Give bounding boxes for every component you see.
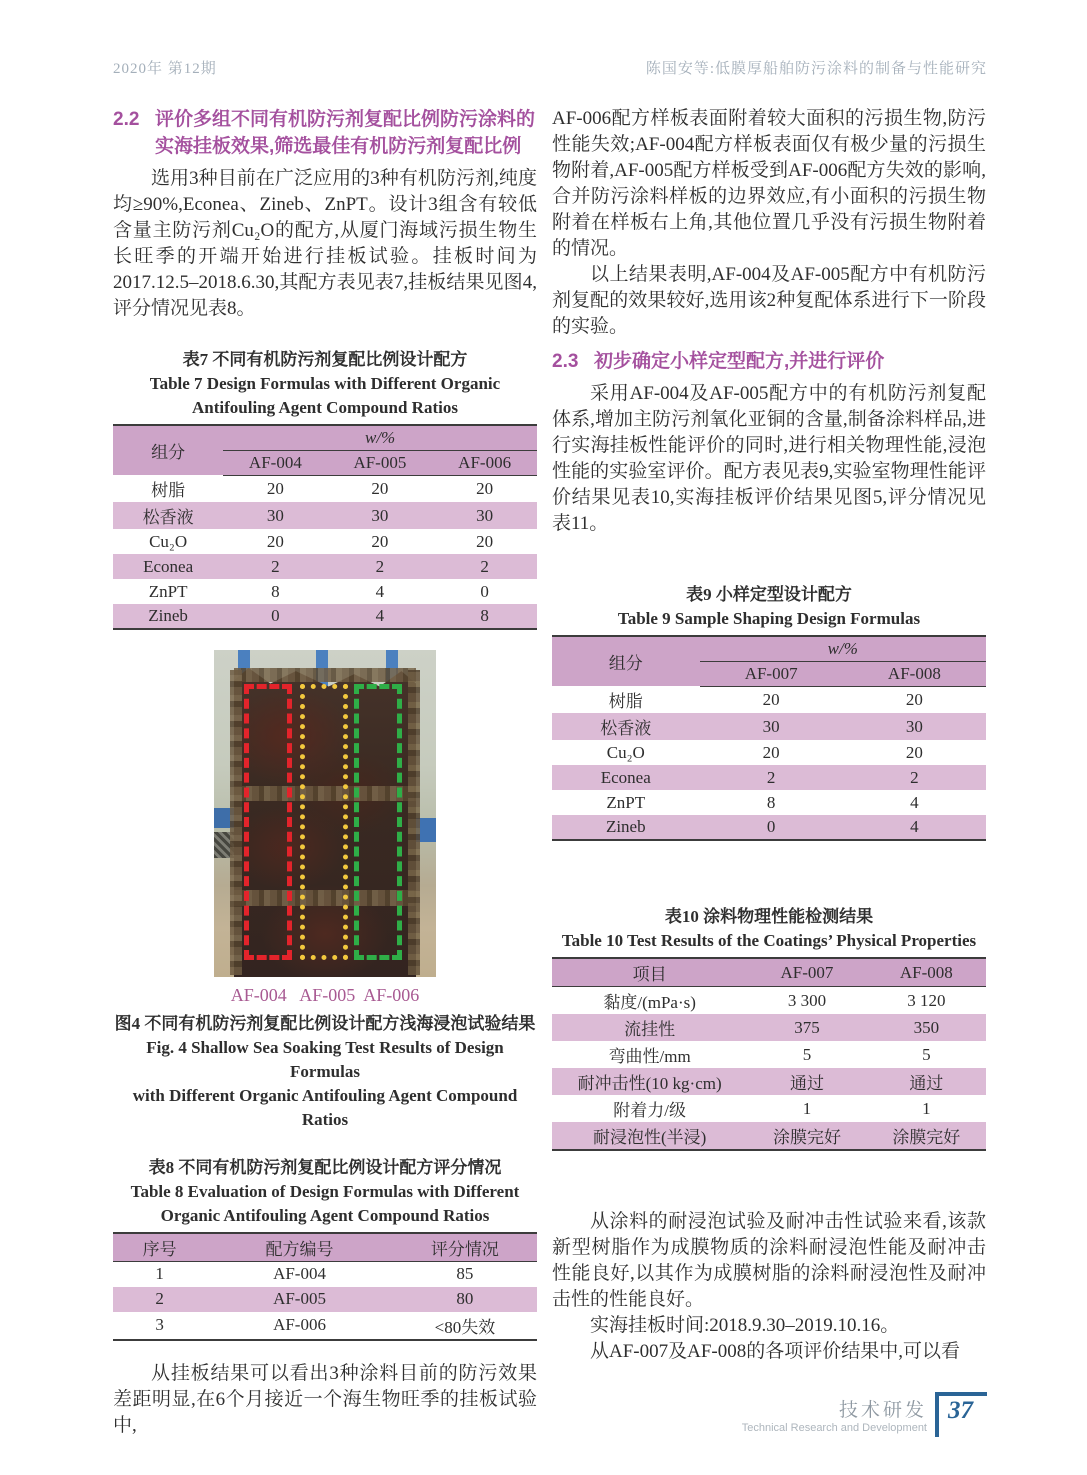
paragraph: 实海挂板时间:2018.9.30–2019.10.16。 xyxy=(590,1315,900,1336)
section-2-3-heading: 2.3 初步确定小样定型配方,并进行评价 xyxy=(552,348,986,375)
table-row: 黏度/(mPa·s) 3 300 3 120 xyxy=(603,990,946,1012)
table-row: ZnPT 8 4 xyxy=(606,792,919,812)
table-row: ZnPT 8 4 0 xyxy=(148,581,489,601)
table7-colgroup-label: 组分 xyxy=(151,443,186,462)
paragraph: 从挂板结果可以看出3种涂料目前的防污效果差距明显,在6个月接近一个海生物旺季的挂板试验中, xyxy=(113,1362,537,1436)
table-row: 树脂 20 20 xyxy=(608,689,923,711)
paragraph: 选用3种目前在广泛应用的3种有机防污剂,纯度均≥90%,Econea、Zineb、ZnPT。设计3组含有较低含量主防污剂Cu₂O的配方,从厦门海域污损生物生长旺季的开端开始进行挂板试验。挂板时间为2017.12.5–2018.6.30,其配方表见表7,挂板结果见图4,评分情况见表8。 xyxy=(113,168,537,319)
left-column xyxy=(113,106,537,1439)
fouling-crust xyxy=(408,670,420,975)
table-row: 松香液 30 30 30 xyxy=(113,502,537,529)
table9-unit-label: w/% xyxy=(700,636,986,661)
table-row: 附着力/级 1 1 xyxy=(613,1098,931,1120)
figure4-caption: 图4 不同有机防污剂复配比例设计配方浅海浸泡试验结果 Fig. 4 Shallow Sea Soaking Test Results of Design Formulas with Different Organic Antifouling Agent Compound Ratios xyxy=(114,1014,536,1129)
table-row: Econea 2 2 2 xyxy=(113,554,537,579)
table-row: 流挂性 375 350 xyxy=(552,1014,986,1041)
table-row: 1 AF-004 85 xyxy=(155,1264,474,1284)
table-row: Cu₂O 20 20 xyxy=(606,742,923,762)
af006-outline-green xyxy=(354,684,402,960)
journal-issue: 2020年 第12期 xyxy=(113,61,217,77)
table-row: Econea 2 2 xyxy=(552,765,986,790)
table-row: 3 AF-006 <80失效 xyxy=(155,1315,496,1337)
table8-caption: 表8 不同有机防污剂复配比例设计配方评分情况 Table 8 Evaluation of Design Formulas with Different Organic Antifouling Agent Compound Ratios xyxy=(130,1158,520,1225)
table-10: 项目 AF-007 AF-008 黏度/(mPa·s) 3 300 3 120 流挂性 375 350 弯曲性/mm 5 5 耐冲击性(10 kg·cm) 通过 通过 附着力/级 1 1 耐浸泡性(半浸) 涂膜完好 涂膜完好 xyxy=(552,957,986,1151)
paragraph: 以上结果表明,AF-004及AF-005配方中有机防污剂复配的效果较好,选用该2种复配体系进行下一阶段的实验。 xyxy=(552,264,986,337)
page-footer xyxy=(742,1392,987,1437)
table7-col: AF-004 xyxy=(223,450,327,475)
footer-section-zh: 技术研发 xyxy=(838,1400,927,1421)
table-row: 弯曲性/mm 5 5 xyxy=(608,1044,931,1066)
table9-caption: 表9 小样定型设计配方 Table 9 Sample Shaping Design Formulas xyxy=(617,585,921,628)
fouling-crust xyxy=(234,668,416,682)
table7-caption-zh: 表7 不同有机防污剂复配比例设计配方 xyxy=(182,350,468,369)
table-9: 组分 w/% AF-007 AF-008 树脂 20 20 松香液 30 30 Cu₂O 20 20 Econea 2 2 ZnPT 8 4 Zineb 0 4 xyxy=(552,635,986,841)
table7-caption-en: Table 7 Design Formulas with Different Organic xyxy=(149,374,501,393)
table7-col: AF-006 xyxy=(432,450,537,475)
section-number: 2.3 xyxy=(552,351,579,372)
paragraph: AF-006配方样板表面附着较大面积的污损生物,防污性能失效;AF-004配方样板表面仅有极少量的污损生物附着,AF-005配方样板受到AF-006配方失效的影响,合并防污涂料样板的边界效应,有小面积的污损生物附着在样板右上角,其他位置几乎没有污损生物附着的情况。 xyxy=(552,108,986,259)
section-number: 2.2 xyxy=(113,109,140,130)
paragraph: 从AF-007及AF-008的各项评价结果中,可以看 xyxy=(590,1341,960,1362)
paragraph: 从涂料的耐浸泡试验及耐冲击性试验来看,该款新型树脂作为成膜物质的涂料耐浸泡性能及耐冲击性能良好,以其作为成膜树脂的涂料耐浸泡性及耐冲击性的性能良好。 xyxy=(552,1211,986,1310)
table-row: 耐冲击性(10 kg·cm) 通过 通过 xyxy=(552,1068,986,1095)
specimen-photo xyxy=(214,650,436,977)
section-title: 评价多组不同有机防污剂复配比例防污涂料的 实海挂板效果,筛选最佳有机防污剂复配比例 xyxy=(155,109,536,157)
table-row: 松香液 30 30 xyxy=(552,713,986,740)
figure4-sample-labels: AF-004 AF-005 AF-006 xyxy=(230,985,420,1005)
table-8: 序号 配方编号 评分情况 1 AF-004 85 2 AF-005 80 3 AF-006 <80失效 xyxy=(113,1232,537,1341)
fouling-crust xyxy=(230,670,242,975)
section-2-2-heading xyxy=(113,106,537,160)
right-column xyxy=(552,106,986,1365)
table-row: Cu₂O 20 20 20 xyxy=(149,531,494,551)
table-7 xyxy=(113,424,537,630)
af005-outline-yellow xyxy=(300,684,348,960)
table7-unit-label: w/% xyxy=(223,425,537,450)
table9-colgroup-label: 组分 xyxy=(608,654,643,673)
footer-section-en: Technical Research and Development xyxy=(741,1422,927,1434)
table-row: 耐浸泡性(半浸) 涂膜完好 涂膜完好 xyxy=(552,1122,986,1150)
table-row: 树脂 20 20 20 xyxy=(151,478,494,500)
table7-col: AF-005 xyxy=(328,450,433,475)
table10-caption: 表10 涂料物理性能检测结果 Table 10 Test Results of the Coatings’ Physical Properties xyxy=(561,907,977,950)
running-title: 陈国安等:低膜厚船舶防污涂料的制备与性能研究 xyxy=(645,61,987,77)
table-row: Zineb 0 4 xyxy=(552,815,986,840)
table-row: Zineb 0 4 8 xyxy=(113,604,537,629)
af004-outline-red xyxy=(244,684,292,960)
table7-caption-en2: Antifouling Agent Compound Ratios xyxy=(192,398,458,417)
table-row: 2 AF-005 80 xyxy=(113,1287,537,1312)
page-number: 37 xyxy=(935,1392,987,1437)
paragraph: 采用AF-004及AF-005配方中的有机防污剂复配体系,增加主防污剂氧化亚铜的含量,制备涂料样品,进行实海挂板性能评价的同时,进行相关物理性能,浸泡性能的实验室评价。配方表见表9,实验室物理性能评价结果见表10,实海挂板评价结果见图5,评分情况见表11。 xyxy=(552,383,986,534)
table7-caption xyxy=(113,348,537,420)
